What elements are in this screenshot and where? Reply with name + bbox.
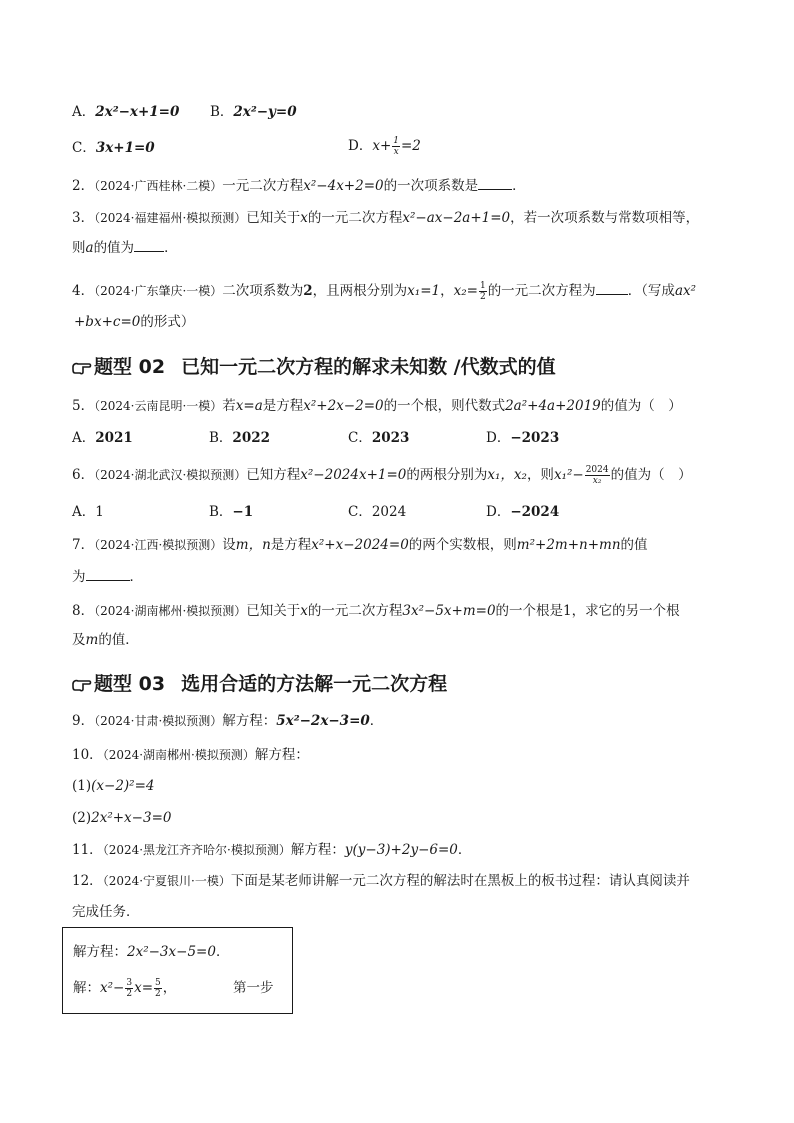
question-4-line-2: +bx+c=0的形式）: [74, 314, 195, 330]
option-d-label: D．: [348, 138, 373, 154]
option-a: A．2021: [72, 430, 133, 446]
pointing-hand-icon: [72, 358, 92, 380]
question-4: 4．（2024·广东肇庆·一模）二次项系数为2，且两根分别为x₁=1，x₂= $\frac{1}{2}$ 的一元二次方程为 ．（写成ax²: [72, 281, 697, 302]
question-source: （2024·甘肃·模拟预测）: [94, 714, 223, 728]
box-step-label: 第一步: [233, 980, 274, 996]
q1-option-row-1: [72, 102, 297, 122]
question-7-line-2: 为 ．: [72, 566, 143, 587]
question-10-part-2: (2)2x²+x−3=0: [72, 810, 172, 826]
question-3: 3．（2024·福建福州·模拟预测）已知关于x的一元二次方程x²−ax−2a+1=0，若一次项系数与常数项相等，: [72, 210, 700, 226]
question-source: （2024·福建福州·模拟预测）: [94, 211, 247, 225]
answer-blank[interactable]: [134, 237, 164, 252]
blackboard-box: [62, 927, 293, 1014]
question-12: 12．（2024·宁夏银川·一模）下面是某老师讲解一元二次方程的解法时在黑板上的板书过程：请认真阅读并: [72, 873, 690, 889]
question-source: （2024·湖北武汉·模拟预测）: [94, 468, 247, 482]
question-source: （2024·湖南郴州·模拟预测）: [94, 604, 247, 618]
question-5: 5．（2024·云南昆明·一模）若x=a是方程x²+2x−2=0的一个根，则代数式2a²+4a+2019的值为（ ）: [72, 398, 682, 414]
option-d: D．−2024: [486, 504, 560, 520]
expression-fraction: $\frac{2024}{\text{x₂}}$: [585, 465, 609, 486]
option-d: D．−2023: [486, 430, 560, 446]
option-a-expr: 2x²−x+1=0: [95, 104, 180, 120]
equation: x²−ax−2a+1=0: [402, 210, 511, 226]
equation: x²−4x+2=0: [303, 178, 384, 194]
option-b-expr: 2x²−y=0: [233, 104, 297, 120]
question-source: （2024·云南昆明·一模）: [94, 399, 223, 413]
box-line-1: 解方程：2x²−3x−5=0．: [73, 944, 230, 960]
answer-blank[interactable]: [86, 566, 130, 581]
option-d-fraction: $\frac{1}{x}$: [393, 136, 399, 157]
q1-option-row-2: [72, 138, 155, 158]
option-a: A．1: [72, 504, 104, 520]
section-label: 题型 03: [94, 673, 166, 695]
answer-blank[interactable]: [478, 175, 512, 190]
question-source: （2024·广西桂林·二模）: [94, 179, 223, 193]
question-9: 9．（2024·甘肃·模拟预测）解方程：5x²−2x−3=0．: [72, 713, 384, 729]
option-c-label: C．: [72, 140, 96, 156]
question-10-part-1: (1)(x−2)²=4: [72, 778, 155, 794]
option-b: B．−1: [209, 504, 254, 520]
question-11: 11．（2024·黑龙江齐齐哈尔·模拟预测）解方程：y(y−3)+2y−6=0．: [72, 842, 472, 858]
section-title: 已知一元二次方程的解求未知数 /代数式的值: [181, 356, 556, 378]
question-2: 2．（2024·广西桂林·二模）一元二次方程x²−4x+2=0的一次项系数是 ．: [72, 175, 526, 196]
question-source: （2024·湖南郴州·模拟预测）: [102, 748, 255, 762]
option-a-label: A．: [72, 104, 96, 120]
question-6: 6．（2024·湖北武汉·模拟预测）已知方程x²−2024x+1=0的两根分别为x₁，x₂，则x₁²− $\frac{2024}{\text{x₂}}$ 的值为（ ）: [72, 465, 692, 486]
question-source: （2024·黑龙江齐齐哈尔·模拟预测）: [102, 843, 291, 857]
option-c-expr: 3x+1=0: [95, 140, 155, 156]
option-b: B．2022: [209, 430, 270, 446]
option-c: C．2024: [348, 504, 407, 520]
section-header-03: [72, 669, 447, 697]
pointing-hand-icon: [72, 675, 92, 697]
option-b-label: B．: [209, 104, 234, 120]
question-8: 8．（2024·湖南郴州·模拟预测）已知关于x的一元二次方程3x²−5x+m=0的一个根是1，求它的另一个根: [72, 603, 680, 619]
box-line-2: 解：x²− $\frac{3}{2}$ x= $\frac{5}{2}$ ，: [73, 978, 177, 999]
question-8-line-2: 及m的值．: [72, 632, 139, 648]
question-10: 10．（2024·湖南郴州·模拟预测）解方程：: [72, 747, 309, 763]
question-source: （2024·宁夏银川·一模）: [102, 874, 231, 888]
question-3-line-2: 则a的值为 ．: [72, 237, 178, 258]
question-source: （2024·广东肇庆·一模）: [94, 284, 223, 298]
section-label: 题型 02: [94, 356, 166, 378]
section-title: 选用合适的方法解一元二次方程: [181, 673, 448, 695]
question-source: （2024·江西·模拟预测）: [94, 538, 223, 552]
question-7: 7．（2024·江西·模拟预测）设m，n是方程x²+x−2024=0的两个实数根，则m²+2m+n+mn的值: [72, 537, 648, 553]
section-header-02: [72, 352, 556, 380]
option-c: C．2023: [348, 430, 410, 446]
question-12-line-2: 完成任务．: [72, 904, 140, 920]
q1-option-d: D．x+ $\frac{1}{x}$ =2: [348, 136, 421, 157]
root-fraction: $\frac{1}{2}$: [479, 281, 486, 302]
answer-blank[interactable]: [596, 280, 628, 295]
